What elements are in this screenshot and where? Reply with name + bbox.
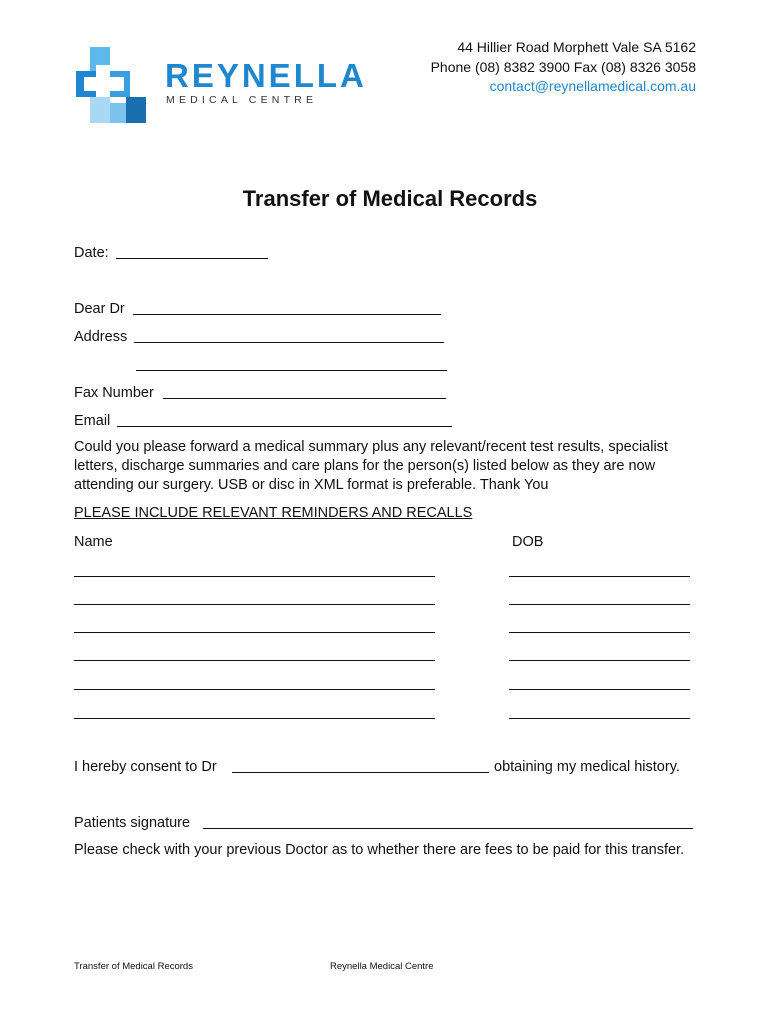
medical-cross-icon — [76, 47, 152, 123]
consent-doctor-field[interactable] — [232, 772, 489, 773]
dob-column-header: DOB — [512, 534, 544, 550]
date-field[interactable] — [116, 258, 268, 259]
fees-paragraph: Please check with your previous Doctor as to whether there are fees to be paid for this transfer. — [74, 842, 685, 858]
patient-dob-field[interactable] — [509, 689, 690, 690]
email-label: Email — [74, 413, 111, 429]
logo-subtitle: MEDICAL CENTRE — [166, 94, 318, 106]
page-title: Transfer of Medical Records — [242, 186, 538, 211]
footer-clinic-name: Reynella Medical Centre — [330, 961, 434, 972]
consent-prefix: I hereby consent to Dr — [74, 759, 217, 775]
address-field-line-2[interactable] — [136, 370, 447, 371]
patient-name-field[interactable] — [74, 632, 435, 633]
patient-name-field[interactable] — [74, 604, 435, 605]
patient-dob-field[interactable] — [509, 576, 690, 577]
footer-document-title: Transfer of Medical Records — [74, 961, 193, 972]
name-column-header: Name — [74, 534, 113, 550]
signature-field[interactable] — [203, 828, 693, 829]
patient-dob-field[interactable] — [509, 660, 690, 661]
fax-label: Fax Number — [74, 385, 154, 401]
patient-name-field[interactable] — [74, 576, 435, 577]
request-paragraph: Could you please forward a medical summary plus any relevant/recent test results, specialist letters, discharge summaries and care plans for the person(s) listed below as they are now attending our surgery. USB or disc in XML format is preferable. Thank You — [74, 439, 668, 493]
clinic-address: 44 Hillier Road Morphett Vale SA 5162 — [457, 39, 696, 55]
logo-name: REYNELLA — [165, 57, 367, 94]
patient-name-field[interactable] — [74, 689, 435, 690]
fax-field[interactable] — [163, 398, 446, 399]
dear-dr-label: Dear Dr — [74, 301, 125, 317]
date-label: Date: — [74, 245, 109, 261]
clinic-email-link[interactable]: contact@reynellamedical.com.au — [489, 78, 696, 94]
patient-name-field[interactable] — [74, 718, 435, 719]
address-label: Address — [74, 329, 128, 345]
consent-suffix: obtaining my medical history. — [494, 759, 680, 775]
patient-dob-field[interactable] — [509, 632, 690, 633]
email-field[interactable] — [117, 426, 452, 427]
reminders-heading: PLEASE INCLUDE RELEVANT REMINDERS AND RECALLS — [74, 505, 473, 521]
address-field-line-1[interactable] — [134, 342, 444, 343]
patient-dob-field[interactable] — [509, 604, 690, 605]
clinic-phone-fax: Phone (08) 8382 3900 Fax (08) 8326 3058 — [430, 59, 696, 75]
doctor-name-field[interactable] — [133, 314, 441, 315]
patient-dob-field[interactable] — [509, 718, 690, 719]
patient-name-field[interactable] — [74, 660, 435, 661]
signature-label: Patients signature — [74, 815, 191, 831]
